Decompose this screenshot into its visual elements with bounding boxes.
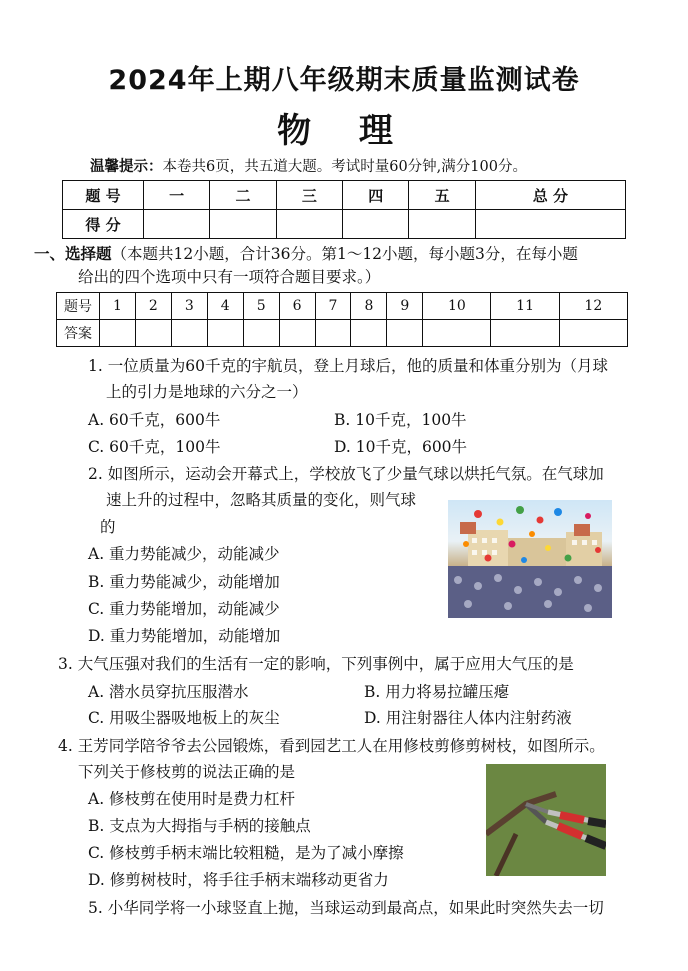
answer-cell[interactable]	[207, 320, 243, 347]
section1-desc-line1: （本题共12小题，合计36分。第1～12小题，每小题3分，在每小题	[111, 245, 578, 263]
q2-stem-line1: 2. 如图所示，运动会开幕式上，学校放飞了少量气球以烘托气氛。在气球加	[88, 465, 604, 483]
q3-option-d: D. 用注射器往人体内注射药液	[364, 709, 572, 727]
question-number-cell: 1	[100, 293, 136, 320]
question-number-cell: 4	[207, 293, 243, 320]
score-header-cell: 总 分	[475, 181, 625, 210]
q4-option-a: A. 修枝剪在使用时是费力杠杆	[88, 790, 296, 808]
section1-title: 一、选择题	[34, 245, 112, 263]
answer-cell[interactable]	[559, 320, 627, 347]
q1-stem-line2: 上的引力是地球的六分之一）	[106, 383, 308, 401]
q2-stem-line3: 的	[100, 518, 116, 536]
balloon-launch-photo	[448, 500, 612, 618]
q3-option-b: B. 用力将易拉罐压瘪	[364, 683, 510, 701]
question-number-cell: 9	[387, 293, 423, 320]
question-number-cell: 3	[171, 293, 207, 320]
score-table	[62, 180, 626, 239]
q4-option-b: B. 支点为大拇指与手柄的接触点	[88, 817, 311, 835]
score-header-cell: 二	[210, 181, 276, 210]
answer-table	[56, 292, 628, 347]
answer-cell[interactable]	[423, 320, 491, 347]
answer-header-label: 题号	[57, 293, 100, 320]
q2-option-b: B. 重力势能减少，动能增加	[88, 573, 280, 591]
q2-option-d: D. 重力势能增加，动能增加	[88, 627, 281, 645]
score-table-header-row	[63, 181, 626, 210]
q1-option-b: B. 10千克，100牛	[334, 411, 467, 429]
answer-cell[interactable]	[171, 320, 207, 347]
score-row-label: 得 分	[63, 210, 144, 239]
q2-option-c: C. 重力势能增加，动能减少	[88, 600, 280, 618]
answer-table-answer-row	[57, 320, 628, 347]
question-number-cell: 6	[279, 293, 315, 320]
answer-cell[interactable]	[315, 320, 351, 347]
exam-title: 2024年上期八年级期末质量监测试卷	[108, 65, 580, 96]
answer-cell[interactable]	[100, 320, 136, 347]
score-header-cell: 四	[343, 181, 409, 210]
score-cell[interactable]	[409, 210, 475, 239]
section1-desc-line2: 给出的四个选项中只有一项符合题目要求。）	[78, 268, 381, 286]
answer-row-label: 答案	[57, 320, 100, 347]
score-cell[interactable]	[276, 210, 342, 239]
score-header-cell: 一	[144, 181, 210, 210]
answer-cell[interactable]	[279, 320, 315, 347]
score-table-score-row	[63, 210, 626, 239]
q4-option-d: D. 修剪树枝时，将手往手柄末端移动更省力	[88, 871, 389, 889]
q3-stem-line1: 3. 大气压强对我们的生活有一定的影响，下列事例中，属于应用大气压的是	[58, 655, 574, 673]
q1-option-c: C. 60千克，100牛	[88, 438, 221, 456]
tip-label: 温馨提示：	[90, 159, 163, 175]
answer-cell[interactable]	[135, 320, 171, 347]
q3-option-c: C. 用吸尘器吸地板上的灰尘	[88, 709, 280, 727]
answer-cell[interactable]	[491, 320, 559, 347]
score-header-cell: 题 号	[63, 181, 144, 210]
question-number-cell: 8	[351, 293, 387, 320]
q5-stem-line1: 5. 小华同学将一小球竖直上抛，当球运动到最高点，如果此时突然失去一切	[88, 899, 604, 917]
tip-line	[90, 155, 527, 176]
question-number-cell: 10	[423, 293, 491, 320]
balloon-launch-illustration	[448, 500, 612, 618]
score-header-cell: 五	[409, 181, 475, 210]
q4-option-c: C. 修枝剪手柄末端比较粗糙，是为了减小摩擦	[88, 844, 404, 862]
q1-option-d: D. 10千克，600牛	[334, 438, 468, 456]
section1-heading	[34, 242, 578, 264]
q2-stem-line2: 速上升的过程中，忽略其质量的变化，则气球	[106, 491, 417, 509]
answer-table-number-row	[57, 293, 628, 320]
score-cell[interactable]	[210, 210, 276, 239]
pruning-shears-photo	[486, 764, 606, 876]
score-header-cell: 三	[276, 181, 342, 210]
q1-stem-line1: 1. 一位质量为60千克的宇航员，登上月球后，他的质量和体重分别为（月球	[88, 357, 608, 375]
q1-option-a: A. 60千克，600牛	[88, 411, 221, 429]
tip-text: 本卷共6页，共五道大题。考试时量60分钟,满分100分。	[162, 159, 527, 175]
q4-stem-line2: 下列关于修枝剪的说法正确的是	[78, 763, 296, 781]
question-number-cell: 5	[243, 293, 279, 320]
subject-title: 物 理	[277, 111, 411, 151]
score-cell[interactable]	[144, 210, 210, 239]
answer-cell[interactable]	[387, 320, 423, 347]
q4-stem-line1: 4. 王芳同学陪爷爷去公园锻炼，看到园艺工人在用修枝剪修剪树枝，如图所示。	[58, 737, 605, 755]
question-number-cell: 2	[135, 293, 171, 320]
question-number-cell: 12	[559, 293, 627, 320]
answer-cell[interactable]	[351, 320, 387, 347]
score-cell[interactable]	[475, 210, 625, 239]
q2-option-a: A. 重力势能减少，动能减少	[88, 545, 280, 563]
q3-option-a: A. 潜水员穿抗压服潜水	[88, 683, 249, 701]
answer-cell[interactable]	[243, 320, 279, 347]
question-number-cell: 11	[491, 293, 559, 320]
pruning-shears-illustration	[486, 764, 606, 876]
question-number-cell: 7	[315, 293, 351, 320]
score-cell[interactable]	[343, 210, 409, 239]
